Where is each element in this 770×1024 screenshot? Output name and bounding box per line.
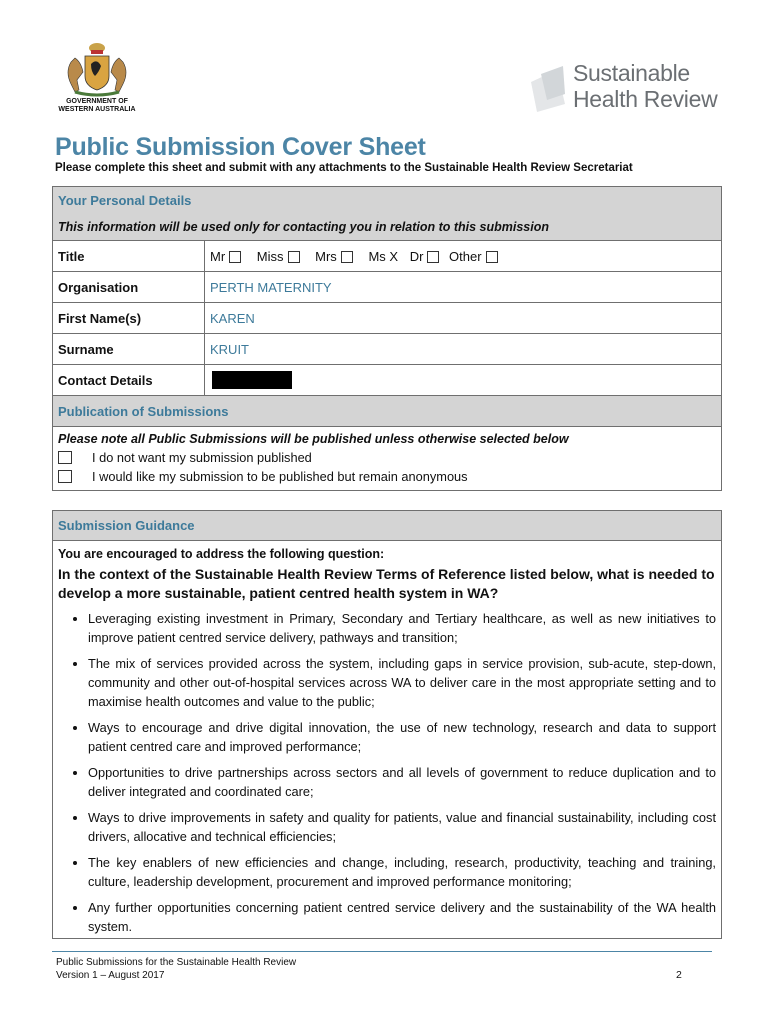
page-title: Public Submission Cover Sheet	[55, 133, 426, 161]
publication-heading: Publication of Submissions	[53, 396, 722, 427]
guidance-question: In the context of the Sustainable Health Review Terms of Reference listed below, what is needed to develop a more sustainable, patient centred health system in WA?	[58, 566, 715, 601]
surname-label: Surname	[53, 334, 205, 365]
list-item: • Any further opportunities concerning patient centred service delivery and the sustainability of the WA health system.	[88, 898, 716, 936]
publication-note: Please note all Public Submissions will be published unless otherwise selected below	[58, 432, 569, 446]
publication-option-2	[58, 469, 716, 484]
title-option-mr-label: Mr	[210, 248, 226, 264]
title-option-other-label: Other	[449, 248, 482, 264]
contact-details-label: Contact Details	[53, 365, 205, 396]
list-item: • Leveraging existing investment in Primary, Secondary and Tertiary healthcare, as well as new initiatives to improve patient centred service delivery, pathways and transition;	[88, 609, 716, 647]
organisation-field[interactable]: PERTH MATERNITY	[205, 272, 722, 303]
sustainable-health-review-logo	[527, 60, 727, 120]
footer-line-2: Version 1 – August 2017	[56, 970, 165, 981]
guidance-body	[53, 541, 722, 939]
guidance-intro: You are encouraged to address the following question:	[58, 547, 385, 561]
title-miss-checkbox[interactable]	[288, 251, 300, 263]
do-not-publish-checkbox[interactable]	[58, 451, 72, 464]
list-item: • Opportunities to drive partnerships across sectors and all levels of government to reduce duplication and to deliver integrated and coordinated care;	[88, 763, 716, 801]
title-dr-checkbox[interactable]	[427, 251, 439, 263]
personal-details-table	[52, 186, 722, 491]
personal-details-note: This information will be used only for contacting you in relation to this submission	[53, 215, 722, 241]
gov-logo-line-2: WESTERN AUSTRALIA	[58, 106, 136, 113]
publication-option-1	[58, 450, 716, 465]
gov-logo-line-1: GOVERNMENT OF	[66, 98, 128, 105]
title-mr-checkbox[interactable]	[229, 251, 241, 263]
list-item: • Ways to drive improvements in safety and quality for patients, value and financial sustainability, including cost drivers, allocative and technical efficiencies;	[88, 808, 716, 846]
title-option-mrs-label: Mrs	[315, 248, 337, 264]
title-other-checkbox[interactable]	[486, 251, 498, 263]
publish-anonymously-label: I would like my submission to be published but remain anonymous	[92, 469, 468, 484]
title-mrs-checkbox[interactable]	[341, 251, 353, 263]
list-item: • Ways to encourage and drive digital innovation, the use of new technology, research and data to support patient centred care and improved performance;	[88, 718, 716, 756]
list-item: • The key enablers of new efficiencies and change, including, research, productivity, teaching and training, culture, leadership development, procurement and improved performance monitoring;	[88, 853, 716, 891]
personal-details-heading: Your Personal Details	[53, 187, 722, 215]
coat-of-arms-icon	[61, 40, 133, 98]
list-item: • The mix of services provided across the system, including gaps in service provision, sub-acute, step-down, community and other out-of-hospital services across WA to deliver care in the most appropriate setting and to maximise health outcomes and value to the public;	[88, 654, 716, 711]
title-option-miss-label: Miss	[256, 248, 284, 264]
publish-anonymously-checkbox[interactable]	[58, 470, 72, 483]
shr-logo-line-2: Health Review	[573, 86, 718, 112]
do-not-publish-label: I do not want my submission published	[92, 450, 312, 465]
government-crest-logo	[52, 40, 142, 120]
terms-of-reference-list	[58, 609, 716, 936]
shr-logo-line-1: Sustainable	[573, 60, 690, 86]
title-options	[205, 241, 722, 272]
page-number: 2	[676, 969, 682, 981]
title-label: Title	[53, 241, 205, 272]
contact-details-field[interactable]	[205, 365, 722, 396]
submission-guidance-table	[52, 510, 722, 939]
footer	[56, 956, 296, 982]
first-name-label: First Name(s)	[53, 303, 205, 334]
shr-logo-mark-icon	[527, 64, 567, 114]
title-option-dr-label: Dr	[409, 248, 424, 264]
guidance-heading: Submission Guidance	[53, 511, 722, 541]
redaction-block	[212, 371, 292, 389]
first-name-field[interactable]: KAREN	[205, 303, 722, 334]
footer-line-1: Public Submissions for the Sustainable Health Review	[56, 957, 297, 968]
surname-field[interactable]: KRUIT	[205, 334, 722, 365]
organisation-label: Organisation	[53, 272, 205, 303]
publication-options	[53, 427, 722, 491]
page-subtitle: Please complete this sheet and submit with any attachments to the Sustainable Health Review Secretariat	[55, 162, 633, 174]
title-option-ms-label: Ms X	[368, 248, 399, 264]
footer-divider	[52, 951, 712, 952]
